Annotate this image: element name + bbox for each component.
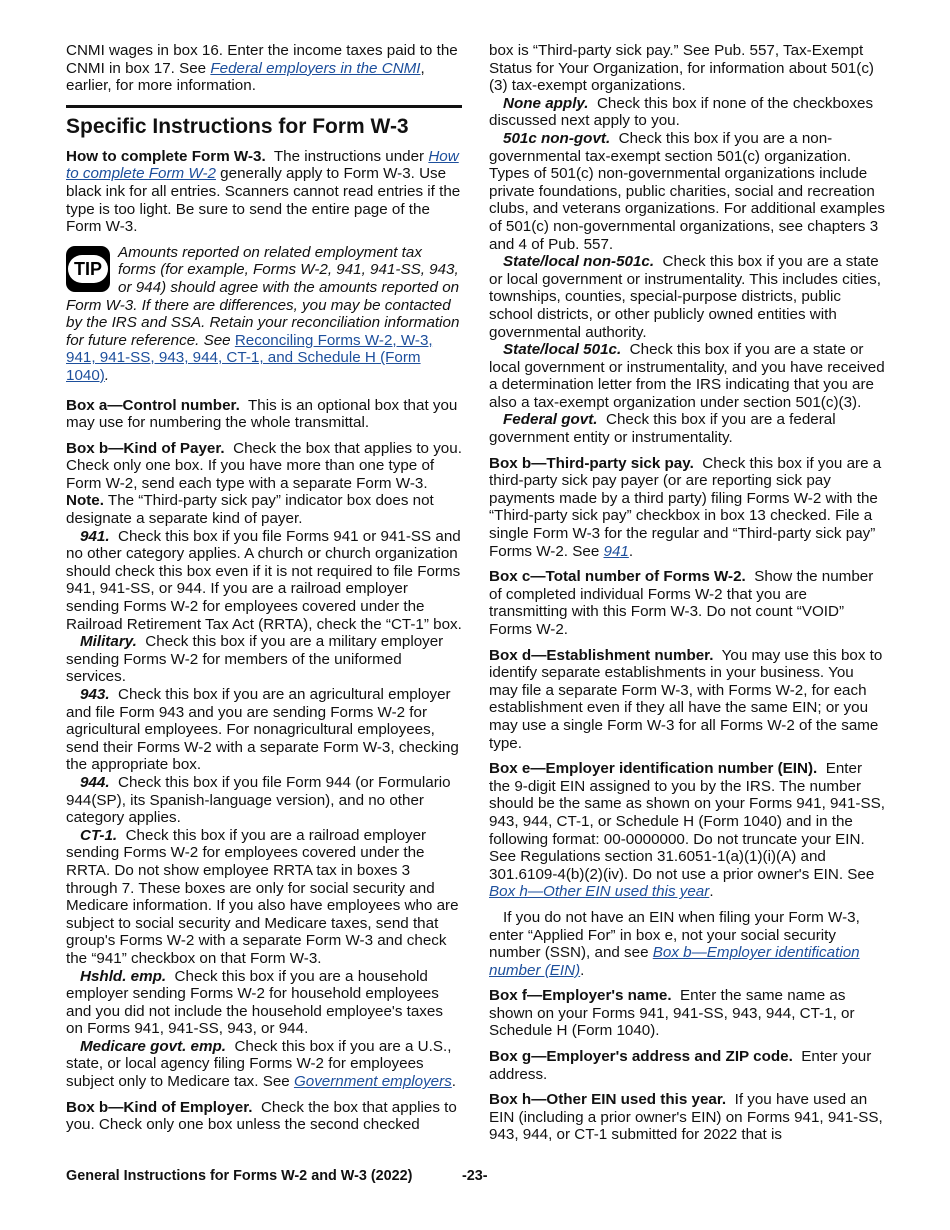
heading: Medicare govt. emp. [80, 1037, 227, 1055]
text: Check this box if you are a military employer sending Forms W-2 for members of the uniformed services. [66, 633, 444, 686]
heading: 941. [80, 527, 110, 545]
text: Check the box that applies to you. Check only one box unless the second checked [66, 1098, 457, 1134]
text: Check the box that applies to you. Check only one box. If you have more than one type of Form W-2, send each type with a separate Form W-3. [66, 439, 462, 492]
text: . [709, 883, 714, 901]
tip-icon-label: TIP [68, 255, 108, 283]
heading: State/local 501c. [503, 341, 622, 359]
text: Check this box if you are a U.S., state, or local agency filing Forms W-2 for employees subject only to Medicare tax. See [66, 1037, 452, 1091]
text: CNMI wages in box 16. Enter the income taxes paid to the CNMI in box 17. See [66, 42, 458, 77]
continuation-paragraph: box is “Third-party sick pay.” See Pub. 557, Tax-Exempt Status for Your Organization, for information about 501(c)(3) tax-exempt organizations. [489, 42, 874, 95]
heading: How to complete Form W-3. [66, 147, 266, 165]
text: generally apply to Form W-3. Use black ink for all entries. Scanners cannot read entries if the type is too light. Be sure to send the entire page of the Form W-3. [66, 165, 461, 236]
text: Check this box if none of the checkboxes discussed next apply to you. [489, 94, 874, 130]
link-box-b-ein[interactable]: Box b—Employer identification number (EIN) [489, 944, 860, 979]
military-paragraph [66, 633, 462, 686]
footer-title: General Instructions for Forms W-2 and W-3 (2022) [66, 1168, 413, 1184]
text: Check this box if you are a non-governmental tax-exempt section 501(c) organization. Types of 501(c) non-governmental organizations include private foundations, public charities, social and recreation clubs, and veterans organizations. For additional examples of 501(c) non-governmental organizations, see chapters 3 and 4 of Pub. 557. [489, 129, 885, 253]
right-column [489, 42, 885, 1152]
heading: Box g—Employer's address and ZIP code. [489, 1048, 793, 1066]
box-944-paragraph [66, 774, 462, 827]
text: . [104, 366, 110, 384]
box-d-paragraph [489, 647, 885, 753]
text: Check this box if you file Form 944 (or Formulario 944(SP), its Spanish-language version), and no other category applies. [66, 773, 451, 827]
text: Check this box if you file Forms 941 or 941-SS and no other category applies. A church or church organization should check this box even if it is not required to file Forms 941, 941-SS, or 944. If you are a railroad employer sending Forms W-2 for employees covered under the Railroad Retirement Tax Act (RRTA), check the “CT-1” box. [66, 527, 462, 633]
text: . [451, 1073, 457, 1091]
section-divider [66, 105, 462, 108]
link-federal-employers-cnmi[interactable]: Federal employers in the CNMI [210, 59, 421, 77]
tip-text: Amounts reported on related employment tax forms (for example, Forms W-2, 941, 941-SS, 943, or 944) should agree with the amounts reported on Form W-3. If there are differences, you may be contacted by the IRS and SSA. Retain your reconciliation information for future reference. See [66, 243, 460, 349]
box-b-payer-paragraph [66, 440, 462, 528]
heading: None apply. [503, 94, 589, 112]
501c-paragraph [489, 130, 885, 253]
tip-icon [66, 246, 110, 292]
how-to-complete-paragraph [66, 148, 462, 236]
third-party-sick-pay-paragraph [489, 455, 885, 561]
heading: Hshld. emp. [80, 967, 167, 985]
heading: Box b—Third-party sick pay. [489, 454, 694, 472]
text: If you have used an EIN (including a prior owner's EIN) on Forms 941, 941-SS, 943, 944, or CT-1 submitted for 2022 that is [489, 1091, 883, 1144]
tip-box [66, 244, 462, 385]
section-title: Specific Instructions for Form W-3 [66, 114, 409, 138]
link-941[interactable]: 941 [603, 542, 629, 560]
none-apply-paragraph [489, 95, 885, 130]
text: , earlier, for more information. [66, 59, 425, 95]
heading: Military. [80, 633, 137, 651]
text: You may use this box to identify separate establishments in your business. You may file a separate Form W-3, with Forms W-2, for each establishment even if they all have the same EIN; or you may use a single Form W-3 for all Forms W-2 of the same type. [489, 646, 883, 752]
heading: 944. [80, 773, 110, 791]
heading: Box d—Establishment number. [489, 646, 714, 664]
heading: Box b—Kind of Employer. [66, 1098, 253, 1116]
box-e-paragraph [489, 760, 885, 901]
state-non-501c-paragraph [489, 253, 885, 341]
text: Check this box if you are a federal government entity or instrumentality. [489, 411, 836, 447]
text: Check this box if you are a railroad employer sending Forms W-2 for employees covered under the RRTA. Do not show employee RRTA tax in boxes 3 through 7. These boxes are only for social security and Medicare information. If you also have employees who are subject to social security and Medicare taxes, send that group's Forms W-2 with a separate Form W-3 and check the “941” checkbox on that Form W-3. [66, 826, 459, 967]
state-501c-paragraph [489, 341, 885, 411]
heading: Box b—Kind of Payer. [66, 439, 225, 457]
text: The “Third-party sick pay” indicator box does not designate a separate kind of payer. [66, 492, 434, 528]
text: Enter the 9-digit EIN assigned to you by the IRS. The number should be the same as shown on your Forms 941, 941-SS, 943, 944, CT-1, or Schedule H (Form 1040) and in the following format: 00-0000000. Do not truncate your EIN. See Regulations section 31.6051-1(a)(1)(i)(A) and 301.6109-4(b)(2)(iv). Do not use a prior owner's EIN. See [489, 760, 885, 883]
link-reconciling-forms[interactable]: Reconciling Forms W-2, W-3, 941, 941-SS, 943, 944, CT-1, and Schedule H (Form 1040) [66, 331, 433, 384]
link-government-employers[interactable]: Government employers [293, 1073, 452, 1091]
text: Check this box if you are a third-party sick pay payer (or are reporting sick pay payments made by a third party) filing Forms W-2 with the “Third-party sick pay” checkbox in box 13 checked. File a single Form W-3 for the regular and “Third-party sick pay” Forms W-2. See [489, 454, 882, 560]
note-heading: Note. [66, 492, 104, 510]
box-f-paragraph [489, 987, 885, 1040]
ct1-paragraph [66, 827, 462, 968]
page-number: -23- [462, 1168, 488, 1184]
text: Show the number of completed individual Forms W-2 that you are transmitting with this Form W-3. Do not count “VOID” Forms W-2. [489, 568, 874, 638]
text: Enter your address. [489, 1048, 872, 1083]
box-b-employer-paragraph [66, 1099, 462, 1134]
text: Check this box if you are a state or local government or instrumentality. This includes cities, townships, counties, special-purpose districts, public school districts, or other publicly owned entities with governmental authority. [489, 253, 881, 341]
text: This is an optional box that you may use for numbering the whole transmittal. [66, 396, 458, 432]
text: Enter the same name as shown on your Forms 941, 941-SS, 943, 944, CT-1, or Schedule H (Form 1040). [489, 987, 855, 1040]
heading: Federal govt. [503, 411, 598, 429]
heading: Box c—Total number of Forms W-2. [489, 568, 746, 586]
box-a-paragraph [66, 397, 462, 432]
heading: CT-1. [80, 826, 118, 844]
box-941-paragraph [66, 528, 462, 634]
text: The instructions under [273, 147, 429, 165]
no-ein-paragraph [489, 909, 885, 979]
left-column [66, 42, 462, 1142]
intro-paragraph [66, 42, 462, 95]
text: Check this box if you are a state or local government or instrumentality, and you have received a determination letter from the IRS indicating that you are also a tax-exempt organization under section 501(c)(3). [489, 341, 885, 411]
box-h-paragraph [489, 1091, 885, 1144]
box-943-paragraph [66, 686, 462, 774]
federal-govt-paragraph [489, 411, 885, 446]
heading: State/local non-501c. [503, 253, 655, 271]
text: . [580, 961, 585, 979]
heading: 501c non-govt. [503, 129, 611, 147]
box-c-paragraph [489, 568, 885, 638]
box-g-paragraph [489, 1048, 885, 1083]
text: . [628, 542, 634, 560]
heading: Box h—Other EIN used this year. [489, 1091, 727, 1109]
heading: Box e—Employer identification number (EIN). [489, 760, 818, 778]
heading: Box f—Employer's name. [489, 987, 672, 1005]
heading: 943. [80, 686, 110, 703]
hshld-paragraph [66, 968, 462, 1038]
heading: Box a—Control number. [66, 396, 240, 414]
link-box-h-other-ein[interactable]: Box h—Other EIN used this year [489, 883, 710, 901]
text: If you do not have an EIN when filing your Form W-3, enter “Applied For” in box e, not your social security number (SSN), and see [489, 908, 860, 962]
medicare-paragraph [66, 1038, 462, 1091]
link-how-to-complete-w2[interactable]: How to complete Form W-2 [66, 147, 459, 183]
text: Check this box if you are an agricultural employer and file Form 943 and you are sending Forms W-2 for agricultural employees. For nonagricultural employees, send their Forms W-2 with a separate Form W-3, checking the appropriate box. [66, 686, 459, 774]
text: Check this box if you are a household employer sending Forms W-2 for household employees and you did not include the household employee's taxes on Forms 941, 941-SS, 943, or 944. [66, 967, 443, 1038]
